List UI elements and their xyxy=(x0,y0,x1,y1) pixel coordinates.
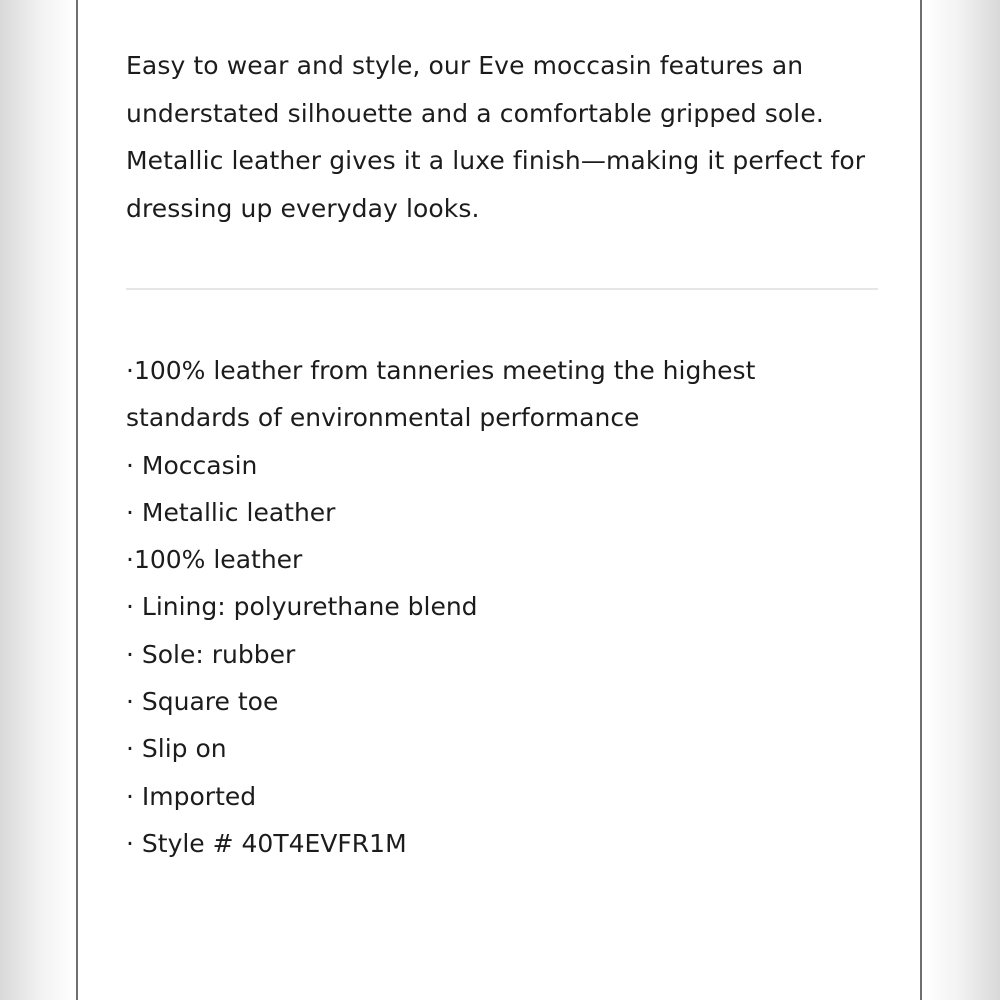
feature-item: · Square toe xyxy=(126,687,279,717)
product-description: Easy to wear and style, our Eve moccasin features an understated silhouette and a comfortable gripped sole. Metallic leather gives it a luxe finish—making it perfect for dressing up everyday looks. xyxy=(126,51,866,223)
feature-item: · Imported xyxy=(126,781,257,811)
feature-item: · Slip on xyxy=(126,734,227,764)
feature-item: ·100% leather from tanneries meeting the highest standards of environmental performance xyxy=(126,356,756,433)
feature-item: ·100% leather xyxy=(126,545,303,575)
feature-item: · Lining: polyurethane blend xyxy=(126,592,478,622)
product-details-content xyxy=(126,42,878,858)
feature-item: · Style # 40T4EVFR1M xyxy=(126,828,407,858)
section-divider xyxy=(126,288,878,290)
feature-list xyxy=(126,347,878,867)
feature-item: · Sole: rubber xyxy=(126,639,296,669)
product-details-panel xyxy=(76,0,922,1000)
feature-item: · Metallic leather xyxy=(126,497,336,527)
feature-item: · Moccasin xyxy=(126,450,258,480)
